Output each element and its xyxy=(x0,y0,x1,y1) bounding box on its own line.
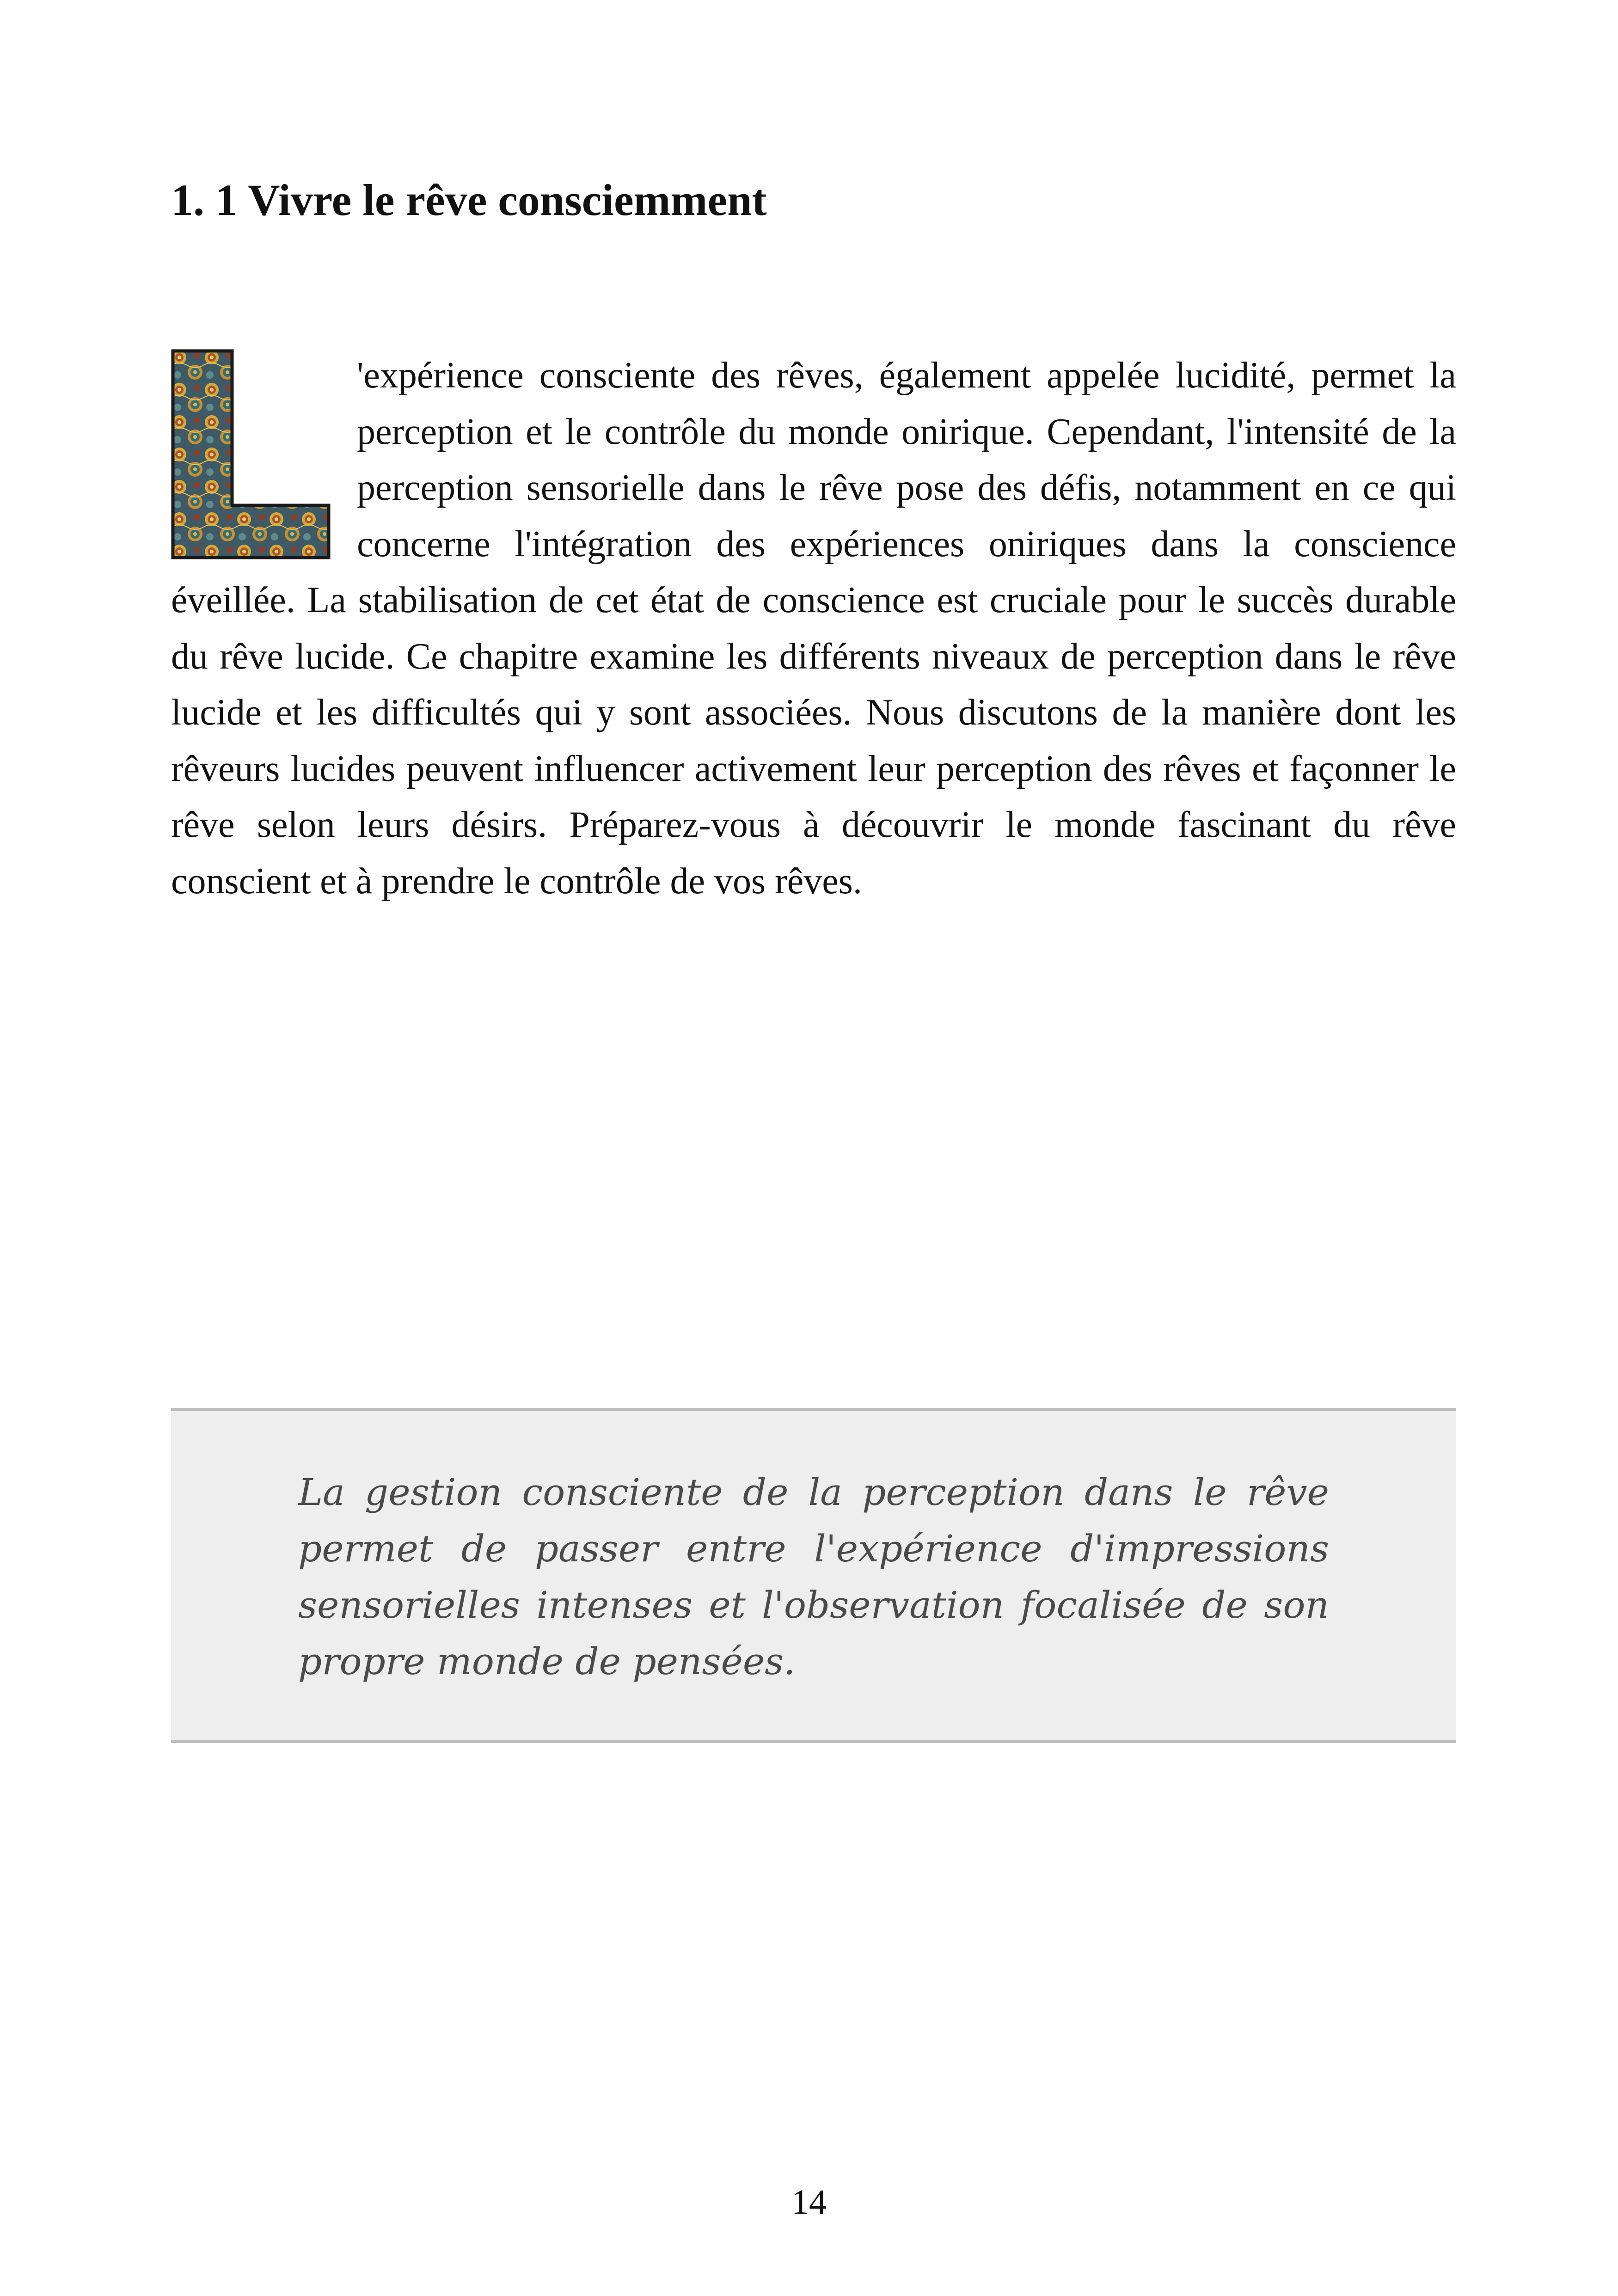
body-paragraph xyxy=(171,348,1456,909)
drop-cap-spacer xyxy=(171,348,357,572)
page-number: 14 xyxy=(791,2183,827,2222)
body-paragraph-text: 'expérience consciente des rêves, également appelée lucidité, permet la perception et le contrôle du monde onirique. Cependant, l'intensité de la perception sensorielle dans le rêve pose des défis, notamment en ce qui concerne l'intégration des expériences oniriques dans la conscience éveillée. La stabilisation de cet état de conscience est cruciale pour le succès durable du rêve lucide. Ce chapitre examine les différents niveaux de perception dans le rêve lucide et les difficultés qui y sont associées. Nous discutons de la manière dont les rêveurs lucides peuvent influencer activement leur perception des rêves et façonner le rêve selon leurs désirs. Préparez-vous à découvrir le monde fascinant du rêve conscient et à prendre le contrôle de vos rêves. xyxy=(171,355,1456,902)
callout-quote: La gestion consciente de la perception dans le rêve permet de passer entre l'expérience d'impressions sensorielles intenses et l'observation focalisée de son propre monde de pensées. xyxy=(298,1471,1329,1683)
callout-box xyxy=(171,1408,1456,1743)
section-heading: 1. 1 Vivre le rêve consciemment xyxy=(171,175,767,225)
